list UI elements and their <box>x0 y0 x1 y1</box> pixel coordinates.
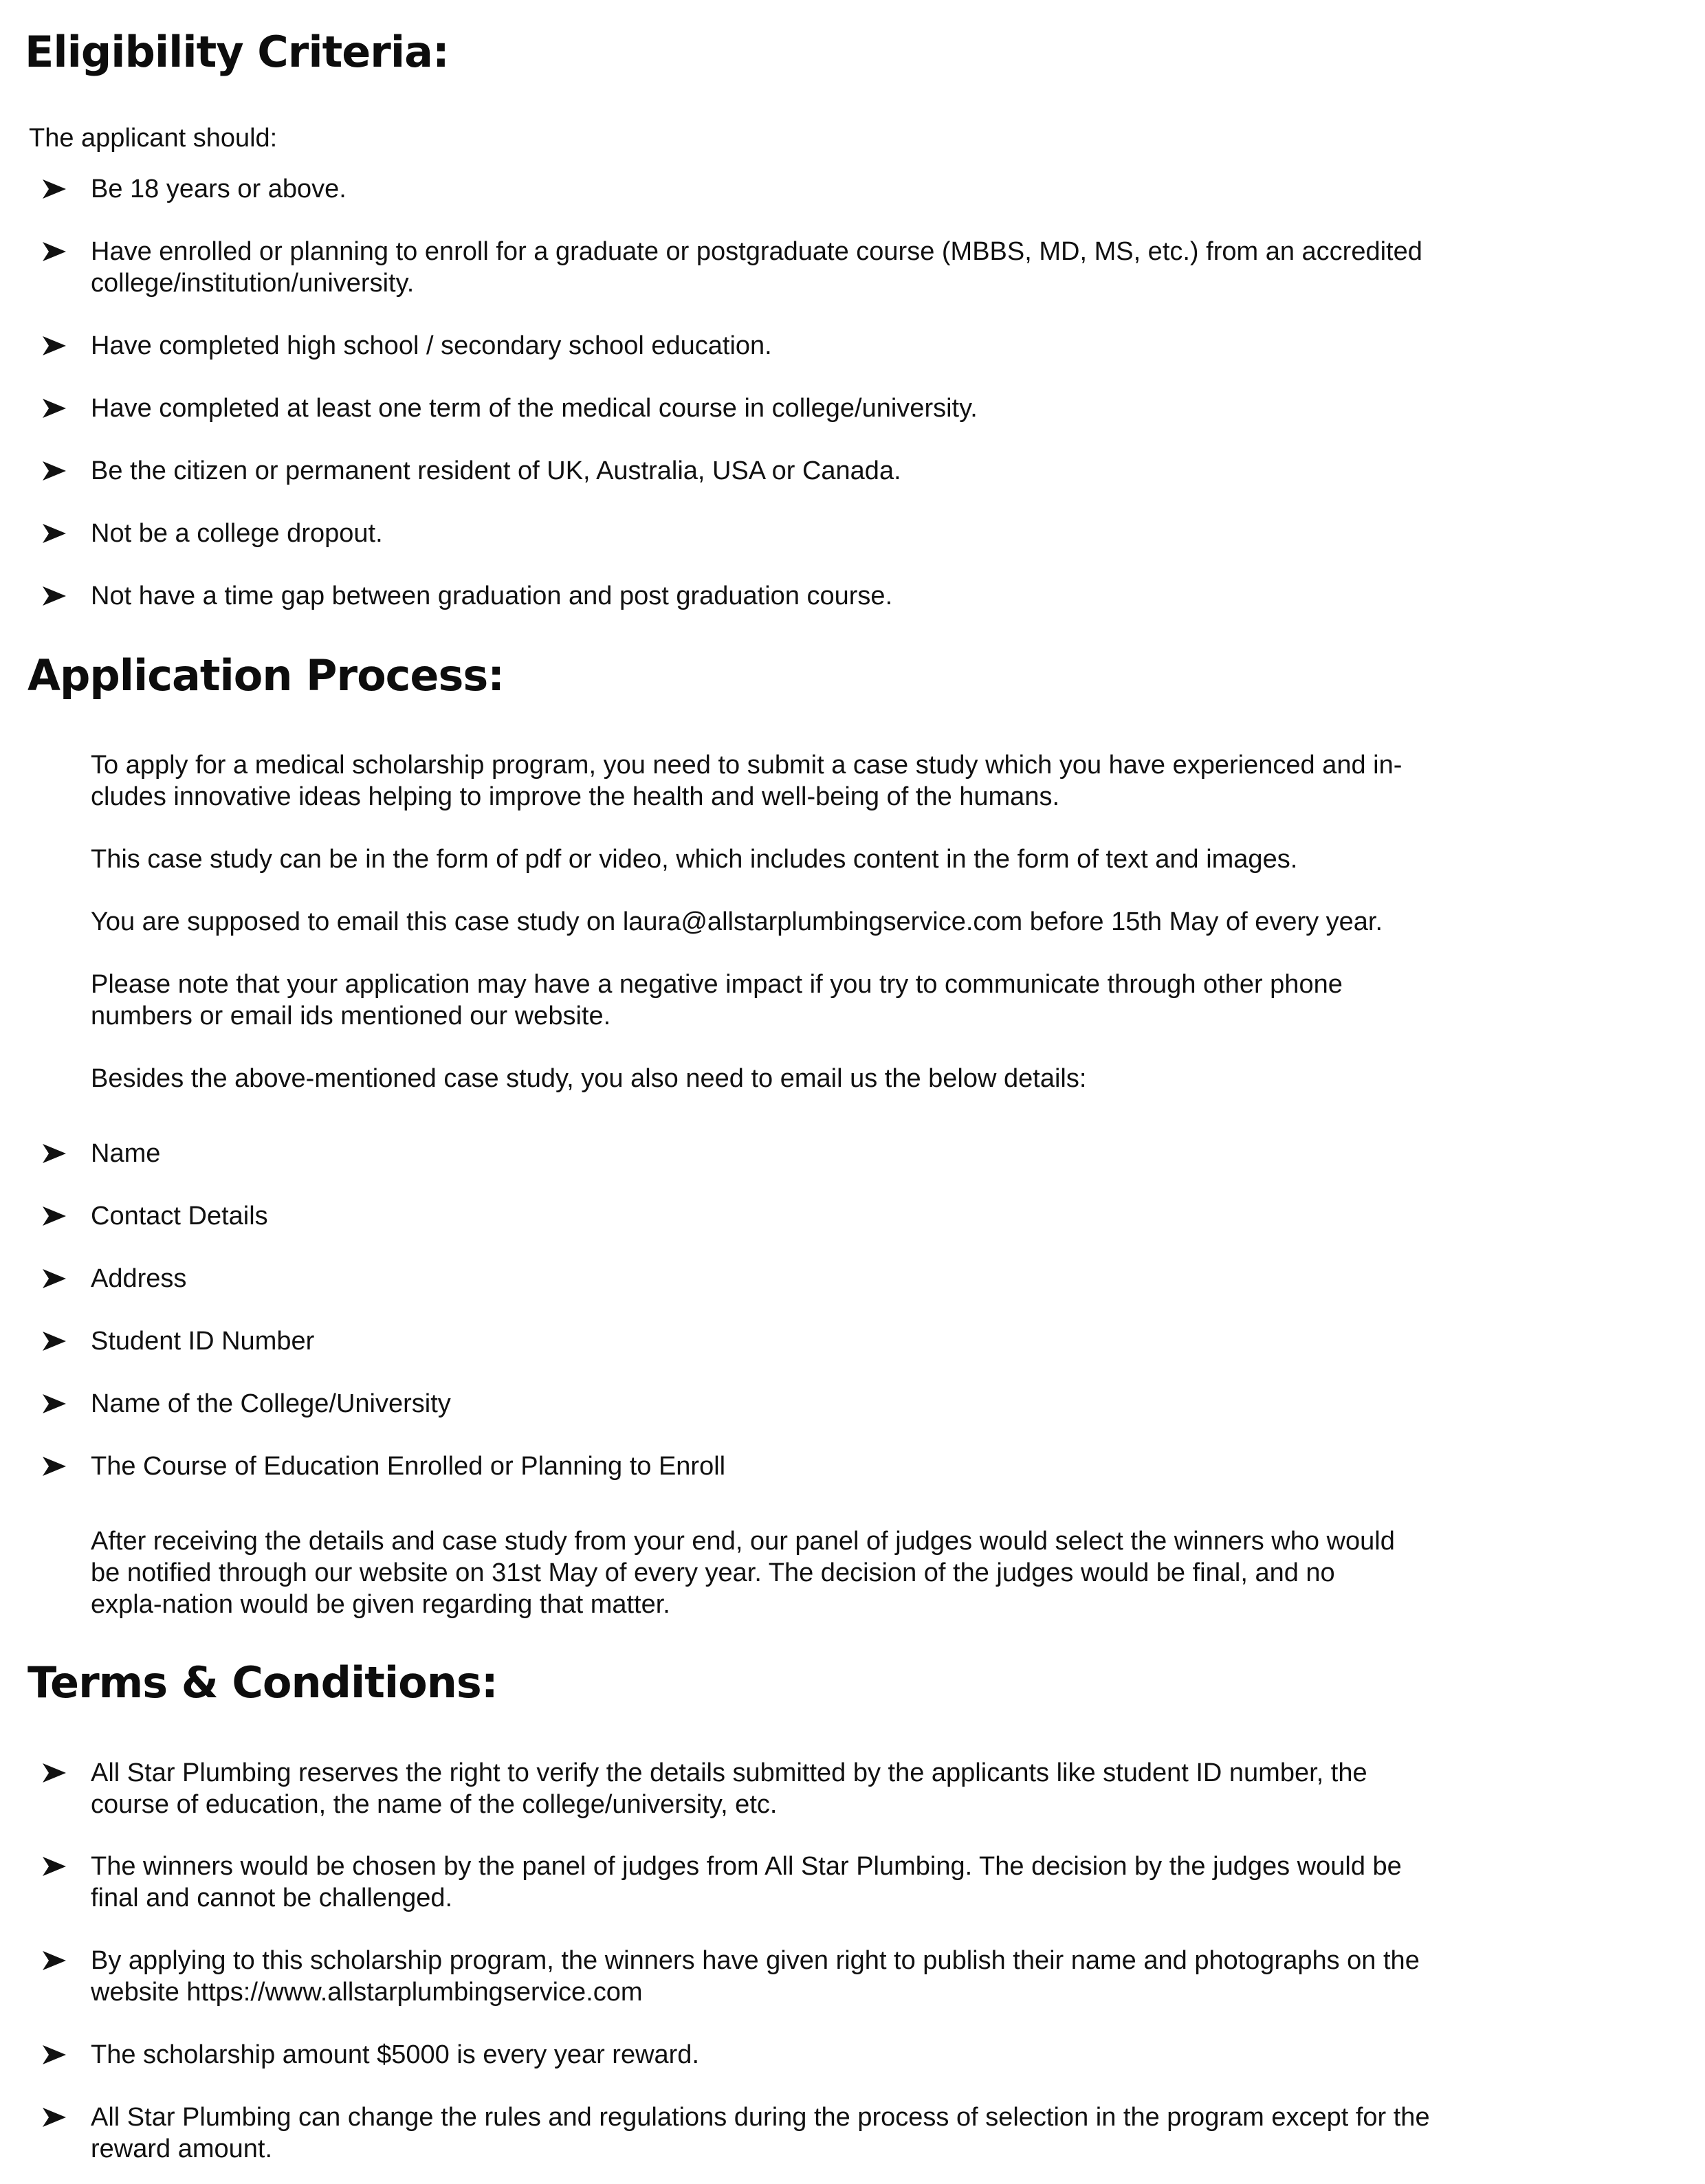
arrow-bullet-icon <box>43 1263 74 1294</box>
detail-item-text: Contact Details <box>91 1202 268 1231</box>
detail-item-text: Name <box>91 1139 161 1168</box>
eligibility-item-text: Not have a time gap between graduation and post graduation course. <box>91 582 893 610</box>
application-paragraph: This case study can be in the form of pdf or video, which includes content in the form of text and images. <box>91 845 1298 874</box>
detail-item-text: Name of the College/University <box>91 1389 451 1418</box>
arrow-bullet-icon <box>43 1200 74 1232</box>
terms-item-text: All Star Plumbing can change the rules and regulations during the process of selection in the program except for the reward amount. <box>91 2103 1430 2163</box>
application-paragraph: Besides the above-mentioned case study, you also need to email us the below details: <box>91 1064 1087 1093</box>
terms-heading: Terms & Conditions: <box>28 1657 498 1708</box>
eligibility-item-text: Not be a college dropout. <box>91 519 383 548</box>
arrow-bullet-icon <box>43 580 74 612</box>
arrow-bullet-icon <box>43 1325 74 1357</box>
arrow-bullet-icon <box>43 1945 74 1976</box>
arrow-bullet-icon <box>43 236 74 267</box>
terms-item-text: By applying to this scholarship program, the winners have given right to publish their name and photographs on the website https://www.allstarplumbingservice.com <box>91 1946 1420 2007</box>
arrow-bullet-icon <box>43 1757 74 1789</box>
arrow-bullet-icon <box>43 455 74 487</box>
arrow-bullet-icon <box>43 1451 74 1482</box>
detail-item-text: The Course of Education Enrolled or Planning to Enroll <box>91 1452 726 1481</box>
arrow-bullet-icon <box>43 393 74 424</box>
eligibility-item-text: Have completed at least one term of the medical course in college/university. <box>91 394 978 423</box>
application-paragraph: Please note that your application may have a negative impact if you try to communicate through other phone numbers or email ids mentioned our website. <box>91 970 1343 1030</box>
arrow-bullet-icon <box>43 1851 74 1882</box>
arrow-bullet-icon <box>43 1388 74 1420</box>
application-closing: After receiving the details and case study from your end, our panel of judges would select the winners who would be notified through our website on 31st May of every year. The decision of the judges would be final, and no expla-nation would be given regarding that matter. <box>91 1527 1395 1619</box>
application-heading: Application Process: <box>28 650 505 701</box>
terms-item-text: All Star Plumbing reserves the right to verify the details submitted by the applicants like student ID number, the course of education, the name of the college/university, etc. <box>91 1758 1367 1819</box>
detail-item-text: Address <box>91 1264 187 1293</box>
detail-item-text: Student ID Number <box>91 1327 315 1356</box>
arrow-bullet-icon <box>43 2102 74 2133</box>
arrow-bullet-icon <box>43 173 74 205</box>
eligibility-heading: Eligibility Criteria: <box>25 27 449 77</box>
arrow-bullet-icon <box>43 518 74 549</box>
application-paragraph: To apply for a medical scholarship program, you need to submit a case study which you have experienced and in-cludes innovative ideas helping to improve the health and well-being of the humans. <box>91 751 1402 811</box>
eligibility-item-text: Be 18 years or above. <box>91 175 346 203</box>
application-paragraph: You are supposed to email this case study on laura@allstarplumbingservice.com before 15th May of every year. <box>91 907 1383 936</box>
terms-item-text: The winners would be chosen by the panel of judges from All Star Plumbing. The decision by the judges would be final and cannot be challenged. <box>91 1852 1402 1912</box>
terms-item-text: The scholarship amount $5000 is every year reward. <box>91 2040 700 2069</box>
eligibility-item-text: Have completed high school / secondary school education. <box>91 331 772 360</box>
arrow-bullet-icon <box>43 330 74 362</box>
eligibility-intro: The applicant should: <box>29 124 278 153</box>
arrow-bullet-icon <box>43 1138 74 1169</box>
arrow-bullet-icon <box>43 2039 74 2071</box>
eligibility-item-text: Be the citizen or permanent resident of UK, Australia, USA or Canada. <box>91 456 901 485</box>
eligibility-item-text: Have enrolled or planning to enroll for a graduate or postgraduate course (MBBS, MD, MS, etc.) from an accredited college/institution/university. <box>91 237 1422 298</box>
